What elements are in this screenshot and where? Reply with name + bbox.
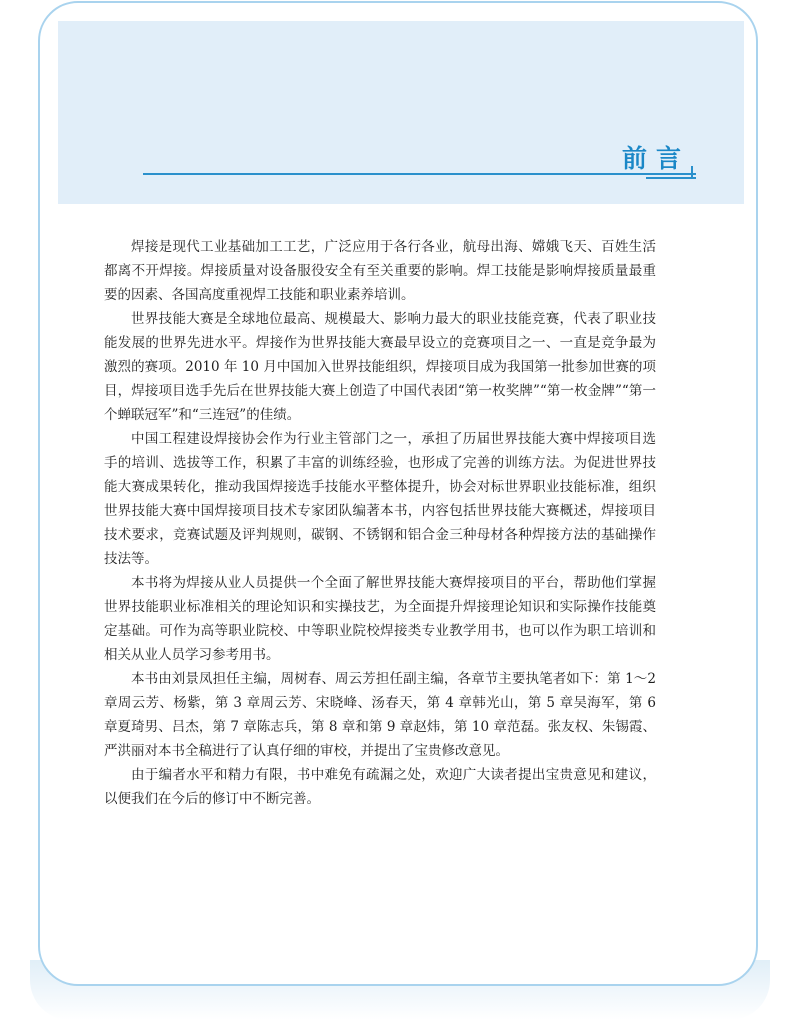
preface-body: [104, 235, 656, 811]
title-underline-accent: [646, 177, 696, 179]
title-underline-tick: [691, 166, 693, 178]
header-band: [58, 21, 744, 204]
paragraph-1: 焊接是现代工业基础加工工艺，广泛应用于各行各业，航母出海、嫦娥飞天、百姓生活都离不开焊接。焊接质量对设备服役安全有至关重要的影响。焊工技能是影响焊接质量最重要的因素、各国高度重视焊工技能和职业素养培训。: [104, 239, 656, 303]
page-title: 前言: [621, 144, 690, 173]
paragraph-6: 由于编者水平和精力有限，书中难免有疏漏之处，欢迎广大读者提出宝贵意见和建议，以便我们在今后的修订中不断完善。: [104, 767, 656, 807]
paragraph-4: 本书将为焊接从业人员提供一个全面了解世界技能大赛焊接项目的平台，帮助他们掌握世界技能职业标准相关的理论知识和实操技艺，为全面提升焊接理论知识和实际操作技能奠定基础。可作为高等职业院校、中等职业院校焊接类专业教学用书，也可以作为职工培训和相关从业人员学习参考用书。: [104, 575, 656, 663]
paragraph-5: 本书由刘景凤担任主编，周树春、周云芳担任副主编，各章节主要执笔者如下：第 1～2 章周云芳、杨紫，第 3 章周云芳、宋晓峰、汤春天，第 4 章韩光山，第 5 章吴海军，第 6 章夏琦男、吕杰，第 7 章陈志兵，第 8 章和第 9 章赵炜，第 10 章范磊。张友权、朱锡霞、严洪丽对本书全稿进行了认真仔细的审校，并提出了宝贵修改意见。: [104, 671, 656, 759]
paragraph-2: 世界技能大赛是全球地位最高、规模最大、影响力最大的职业技能竞赛，代表了职业技能发展的世界先进水平。焊接作为世界技能大赛最早设立的竞赛项目之一、一直是竞争最为激烈的赛项。2010 年 10 月中国加入世界技能组织，焊接项目成为我国第一批参加世赛的项目，焊接项目选手先后在世界技能大赛上创造了中国代表团“第一枚奖牌”“第一枚金牌”“第一个蝉联冠军”和“三连冠”的佳绩。: [104, 311, 656, 423]
paragraph-3: 中国工程建设焊接协会作为行业主管部门之一，承担了历届世界技能大赛中焊接项目选手的培训、选拔等工作，积累了丰富的训练经验，也形成了完善的训练方法。为促进世界技能大赛成果转化，推动我国焊接选手技能水平整体提升，协会对标世界职业技能标准，组织世界技能大赛中国焊接项目技术专家团队编著本书，内容包括世界技能大赛概述，焊接项目技术要求，竞赛试题及评判规则，碳钢、不锈钢和铝合金三种母材各种焊接方法的基础操作技法等。: [104, 431, 656, 567]
title-underline: [143, 173, 696, 175]
